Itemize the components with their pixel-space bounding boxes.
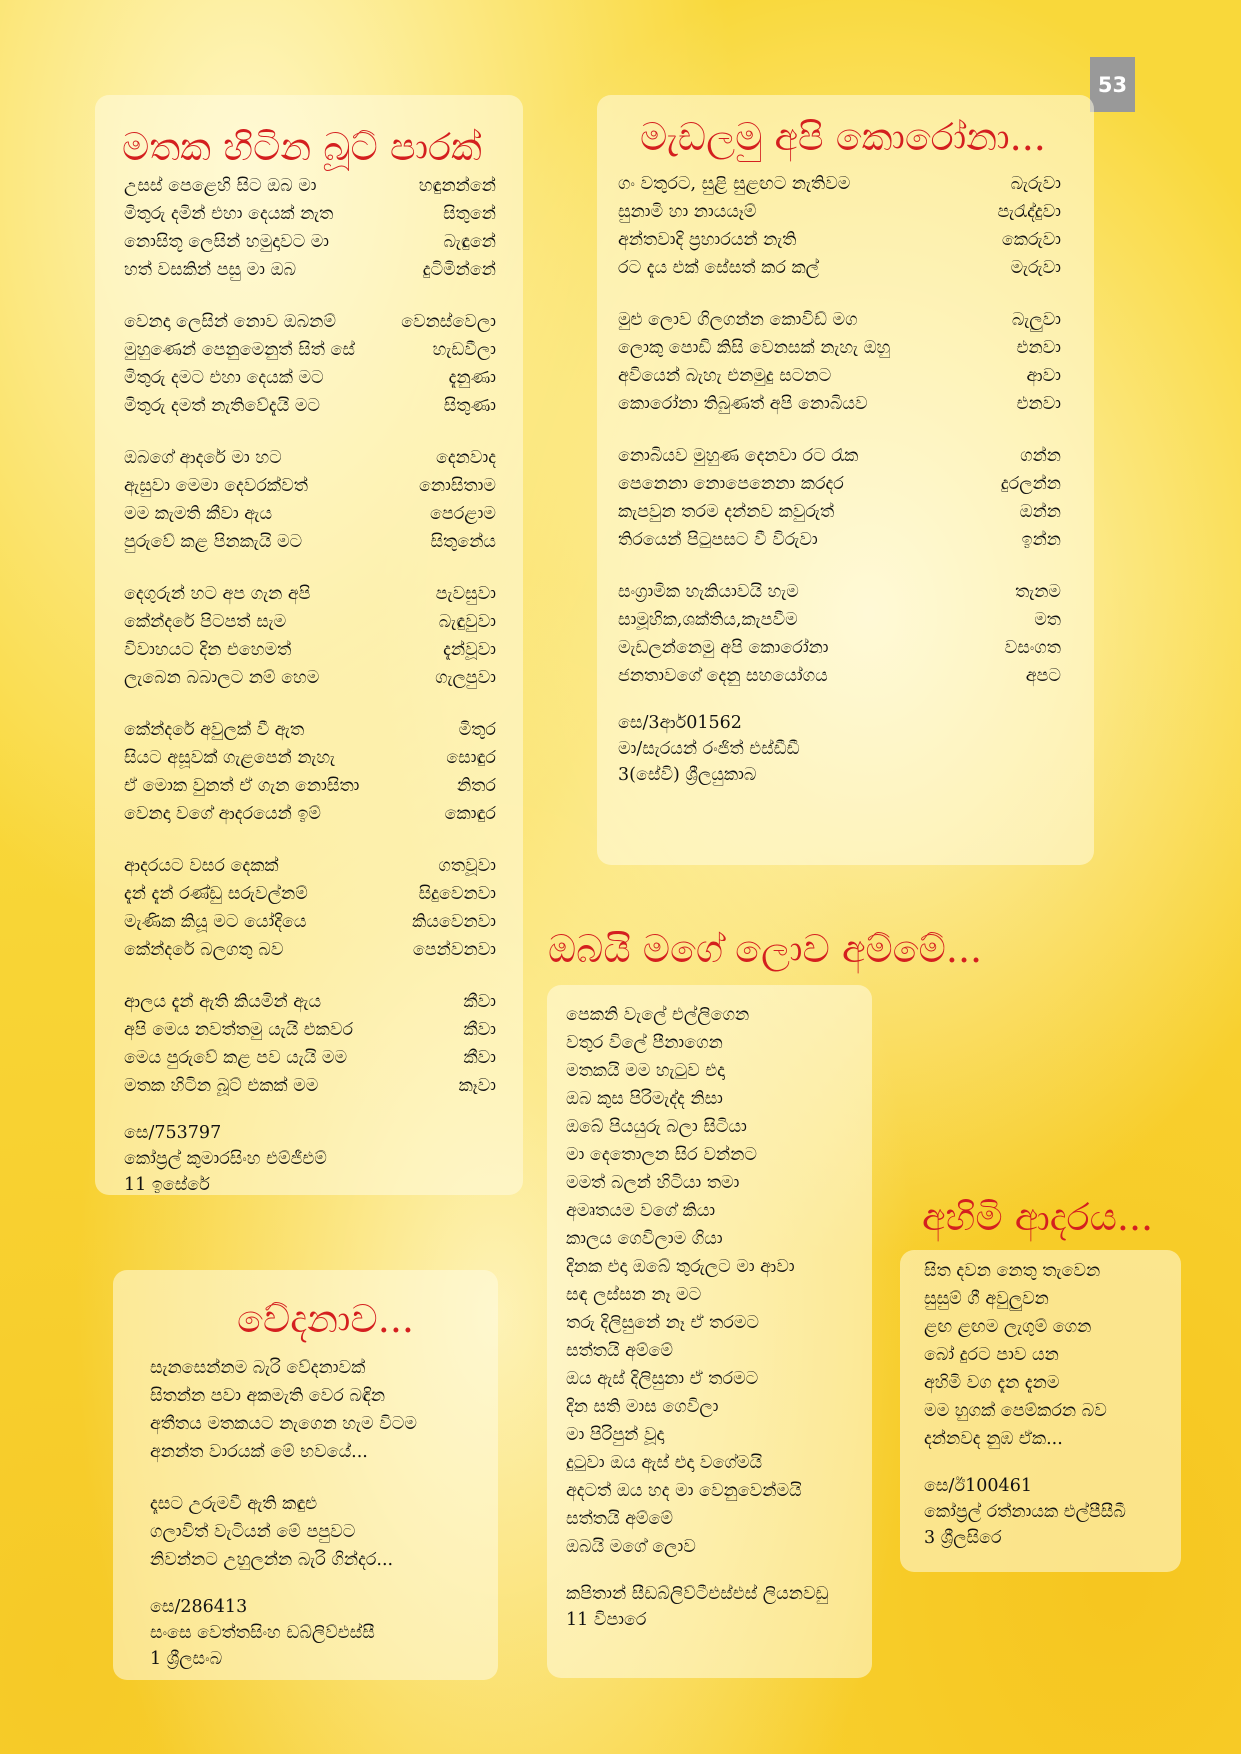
poem-line [124, 336, 496, 364]
line-text: සාමූහික,ශක්තිය,කැපවීම [618, 610, 798, 630]
poem-line [124, 392, 496, 420]
line-text: මිතුරු දමට එහා දෙයක් මට [124, 368, 324, 388]
line-text: බෝ දුරට පාව යන [924, 1345, 1059, 1365]
line-text: පෙනෙනා නොපෙනෙනා කරදර [618, 474, 844, 494]
line-rhyme: කොඳුර [444, 804, 496, 824]
stanza-gap [150, 1466, 490, 1490]
line-text: ලැබෙන බබාලට නම් හෙම [124, 668, 320, 688]
poem-line [618, 334, 1061, 362]
line-rhyme: පැවසුවා [435, 584, 496, 604]
poem-line [924, 1397, 1174, 1425]
line-text: මුළු ලොව ගිලගන්න කොවිඩ් මග [618, 310, 858, 330]
line-text: සුසුම් ගී අවුලුවන [924, 1289, 1049, 1309]
line-text: වෙනදා වගේ ආදරයෙන් ඉම් [124, 804, 321, 824]
credit-line: සංසෙ වෙත්තසිංහ ඩබ්ලිව්එස්සී [150, 1623, 375, 1643]
poem-line [124, 364, 496, 392]
poem-body-5 [924, 1257, 1174, 1551]
credit-line: කපිතාන් සීඩබ්ලිව්ටීඑස්එස් ලියනවඩු [566, 1584, 829, 1604]
poem-line [566, 1533, 866, 1561]
poem-line [618, 606, 1061, 634]
poem-line [618, 362, 1061, 390]
line-text: සුනාමි හා නායයෑම් [618, 202, 757, 222]
poem-line [124, 228, 496, 256]
poem-line [124, 200, 496, 228]
poem-line [618, 662, 1061, 690]
line-rhyme: වෙනස්වෙලා [401, 312, 496, 332]
line-text: ළඟ ළඟම ලැගුම් ගෙන [924, 1317, 1092, 1337]
line-text: අපි මෙය නවත්තමු යැයි එකවර [124, 1020, 354, 1040]
line-rhyme: එනවා [1016, 338, 1061, 358]
line-rhyme: දෙනවාද [435, 448, 496, 468]
line-text: තරු දිලිසුනේ නෑ ඒ තරමට [566, 1313, 760, 1333]
line-text: මා දෙතොලන සිර වන්නට [566, 1145, 757, 1165]
line-rhyme: පෙන්වනවා [412, 940, 496, 960]
line-text: මැණික කියූ මට යෝදියෙ [124, 912, 307, 932]
stanza-gap [618, 282, 1061, 306]
poem-line [618, 254, 1061, 282]
line-rhyme: මත [1034, 610, 1061, 630]
line-text: සඳ ලස්සන නෑ මට [566, 1285, 702, 1305]
line-text: අහිමි වග දැන දැනම [924, 1373, 1060, 1393]
line-text: ජනතාවගේ දෙනු සහයෝගය [618, 666, 828, 686]
poem-line [124, 744, 496, 772]
line-text: මම හුගක් පෙම්කරන බව [924, 1401, 1107, 1421]
poem-line [566, 1001, 866, 1029]
line-rhyme: ගැලපුවා [435, 668, 496, 688]
line-rhyme: දුටිමින්නේ [422, 260, 496, 280]
line-text: ආලය දැන් ඇති කියමින් ඇය [124, 992, 322, 1012]
poem-line [618, 526, 1061, 554]
poem-line [150, 1438, 490, 1466]
poem-line [124, 936, 496, 964]
poem-title-4: වේදනාව... [237, 1297, 414, 1341]
poem-line [124, 908, 496, 936]
poem-title-2: මැඩලමු අපි කොරෝනා... [640, 115, 1046, 159]
line-rhyme: සිතුනේ [443, 204, 496, 224]
poem-line [124, 1044, 496, 1072]
poem-line [618, 578, 1061, 606]
line-rhyme: ඉන්න [1021, 530, 1061, 550]
poem-line [124, 772, 496, 800]
line-text: ඇසුවා මෙමා දෙවරක්වත් [124, 476, 308, 496]
line-text: ඒ මොක වුනත් ඒ ගැන නොසිතා [124, 776, 360, 796]
line-rhyme: මිතුර [458, 720, 496, 740]
poem-line [618, 442, 1061, 470]
line-text: පුරුවේ කළ පිනකැයි මට [124, 532, 303, 552]
line-text: පෙකනි වැලේ එල්ලිගෙන [566, 1005, 750, 1025]
line-rhyme: ගන්න [1020, 446, 1061, 466]
poem-line [124, 988, 496, 1016]
stanza-gap [124, 964, 496, 988]
poem-line [566, 1421, 866, 1449]
line-text: කේන්දරේ පිටපත් සැම [124, 612, 287, 632]
line-text: සිතන්න පවා අකමැති වෙර බඳින [150, 1386, 386, 1406]
poem-line [566, 1253, 866, 1281]
line-rhyme: බැලුවා [1011, 310, 1061, 330]
line-text: මෙය පුරුවේ කළ පව යැයි මම [124, 1048, 348, 1068]
line-rhyme: කීවා [463, 1048, 496, 1068]
line-rhyme: නිතර [457, 776, 496, 796]
line-rhyme: දැන්වූවා [443, 640, 496, 660]
credits [124, 1120, 496, 1198]
stanza-gap [618, 418, 1061, 442]
line-rhyme: සොඳුර [446, 748, 496, 768]
poem-line [124, 472, 496, 500]
credit-line: කෝප්‍රල් රත්නායක එල්පීසීබී [924, 1502, 1126, 1522]
line-text: රට දැය එක් සේසත් කර කල් [618, 258, 820, 278]
poem-body-3 [566, 1001, 866, 1633]
poem-line [566, 1505, 866, 1533]
line-text: නොසිතූ ලෙසින් හමුදාවට මා [124, 232, 330, 252]
poem-body-1 [124, 172, 496, 1198]
poem-line [150, 1410, 490, 1438]
poem-line [566, 1281, 866, 1309]
poem-line [150, 1354, 490, 1382]
line-text: සත්තයි අම්මේ [566, 1341, 674, 1361]
poem-line [124, 664, 496, 692]
line-text: අදටත් ඔය හද මා වෙනුවෙන්මයි [566, 1481, 802, 1501]
line-rhyme: බැඳුවුවා [438, 612, 496, 632]
line-text: ඔබගේ ආදරේ මා හට [124, 448, 282, 468]
poem-line [124, 1072, 496, 1100]
poem-line [618, 306, 1061, 334]
credit-line: 1 ශ්‍රීලසංබ [150, 1649, 223, 1669]
credit-line: 3 ශ්‍රීලසිරෙ [924, 1528, 1002, 1548]
poem-line [618, 470, 1061, 498]
line-text: ඔබේ පියයුරු බලා සිටියා [566, 1117, 747, 1137]
line-rhyme: හඳුනන්නේ [418, 176, 496, 196]
credit-line: 3(සේවි) ශ්‍රීලයුකාබ [618, 765, 757, 785]
line-text: ගං වතුරට, සුළි සුළඟට නැතිවම [618, 174, 851, 194]
credits [924, 1473, 1174, 1551]
line-rhyme: අපට [1025, 666, 1061, 686]
line-rhyme: කියවෙනවා [412, 912, 496, 932]
poem-line [566, 1365, 866, 1393]
line-text: තිරයෙන් පිටුපසට වී විරුවා [618, 530, 818, 550]
line-text: මම කැමති කීවා ඇය [124, 504, 273, 524]
line-text: කැපවුන තරම දන්නව කවුරුත් [618, 502, 835, 522]
line-text: මිතුරු දමත් නැතිවේදැයි මට [124, 396, 320, 416]
credit-line: 11 විපාරෙ [566, 1610, 647, 1630]
line-text: සත්තයි අම්මේ [566, 1509, 674, 1529]
line-text: මා පිරිපුන් වූදා [566, 1425, 665, 1445]
line-text: අවියෙන් බැහැ එනමුදු සටනට [618, 366, 832, 386]
line-text: දුටුවා ඔය ඇස් එදා වගේමයි [566, 1453, 763, 1473]
line-text: වතුර විලේ පීනාගෙන [566, 1033, 723, 1053]
credit-line: 11 ඉසේරේ [124, 1175, 210, 1195]
line-rhyme: ඔන්න [1019, 502, 1061, 522]
poem-line [618, 226, 1061, 254]
line-rhyme: වසංගත [1004, 638, 1061, 658]
credit-line: සෙ/ඊ100461 [924, 1476, 1032, 1496]
poem-line [124, 880, 496, 908]
poem-line [924, 1341, 1174, 1369]
poem-line [124, 636, 496, 664]
poem-line [618, 634, 1061, 662]
line-text: අතීතය මතකයට නැගෙන හැම විටම [150, 1414, 417, 1434]
poem-line [566, 1169, 866, 1197]
line-text: සංග්‍රාමික හැකියාවයි හැම [618, 582, 799, 602]
line-rhyme: බැඳුනේ [443, 232, 496, 252]
poem-line [924, 1313, 1174, 1341]
line-text: කාලය ගෙවිලාම ගියා [566, 1229, 723, 1249]
line-rhyme: පැරැද්දුවා [997, 202, 1061, 222]
line-rhyme: කෑවා [458, 1076, 496, 1096]
poem-line [124, 852, 496, 880]
line-rhyme: පෙරළාම [429, 504, 496, 524]
line-text: අන්තවාදි ප්‍රහාරයන් නැති [618, 230, 797, 250]
poem-line [566, 1057, 866, 1085]
poem-line [124, 580, 496, 608]
poem-line [566, 1449, 866, 1477]
line-text: දැන් දැන් රණ්ඩු සරුවල්නම් [124, 884, 308, 904]
line-text: සැනසෙන්නම බැරි වේදනාවක් [150, 1358, 366, 1378]
poem-line [924, 1257, 1174, 1285]
poem-line [150, 1546, 490, 1574]
poem-title-3: ඔබයි මගේ ලොව අම්මේ... [548, 927, 983, 971]
line-text: මතක හිටින බූට් එකක් මම [124, 1076, 319, 1096]
poem-line [124, 500, 496, 528]
stanza-gap [618, 554, 1061, 578]
poem-line [618, 170, 1061, 198]
line-rhyme: කෙරුවා [1001, 230, 1061, 250]
poem-line [618, 390, 1061, 418]
poem-line [124, 172, 496, 200]
poem-line [150, 1490, 490, 1518]
line-rhyme: එනවා [1016, 394, 1061, 414]
line-text: ඔබ කුස පිරිමැද්ද නිසා [566, 1089, 723, 1109]
line-rhyme: ගතවූවා [438, 856, 496, 876]
poem-line [124, 256, 496, 284]
credits [618, 710, 1061, 788]
poem-line [566, 1085, 866, 1113]
line-text: මුහුණෙන් පෙනුමෙනුත් සිත් සේ [124, 340, 356, 360]
line-text: මිතුරු දමින් එහා දෙයක් නැත [124, 204, 334, 224]
line-text: විවාහයට දින එහෙමත් [124, 640, 292, 660]
line-text: සිත දවන නෙතු තැවෙන [924, 1261, 1101, 1281]
poem-line [566, 1141, 866, 1169]
poem-line [124, 608, 496, 636]
credit-line: සෙ/753797 [124, 1123, 222, 1143]
line-rhyme: බැරුවා [1010, 174, 1061, 194]
poem-line [566, 1309, 866, 1337]
poem-line [566, 1113, 866, 1141]
line-rhyme: මැරුවා [1010, 258, 1061, 278]
line-text: අනන්ත වාරයක් මේ භවයේ... [150, 1442, 368, 1462]
poem-line [124, 1016, 496, 1044]
credits [566, 1581, 866, 1633]
stanza-gap [124, 284, 496, 308]
poem-line [124, 528, 496, 556]
poem-line [566, 1337, 866, 1365]
poem-line [924, 1425, 1174, 1453]
line-rhyme: සිතුණා [443, 396, 496, 416]
line-text: ඔබයි මගේ ලොව [566, 1537, 696, 1557]
line-text: කේන්දරේ අවුලක් වී ඇත [124, 720, 305, 740]
line-text: ඔය ඇස් දිලිසුනා ඒ තරමට [566, 1369, 759, 1389]
credit-line: සෙ/3ආර්01562 [618, 713, 742, 733]
line-text: දන්නවද නුඹ ඒක... [924, 1429, 1063, 1449]
line-text: උසස් පෙළෙහි සිට ඔබ මා [124, 176, 317, 196]
poem-line [124, 800, 496, 828]
poem-line [566, 1477, 866, 1505]
poem-title-5: අහිමි ආදරය... [922, 1195, 1154, 1239]
poem-line [566, 1029, 866, 1057]
poem-line [924, 1369, 1174, 1397]
line-rhyme: සිදුවෙනවා [418, 884, 496, 904]
line-text: කේන්දරේ බලගතු බව [124, 940, 284, 960]
credits [150, 1594, 490, 1672]
poem-line [924, 1285, 1174, 1313]
line-text: දෙගුරුන් හට අප ගැන අපි [124, 584, 311, 604]
stanza-gap [124, 692, 496, 716]
line-text: මැඩලන්නෙමු අපි කොරෝනා [618, 638, 829, 658]
line-text: නිවන්නට උහුලන්න බැරි ගින්දර... [150, 1550, 394, 1570]
line-text: ගලාවිත් වැටියන් මේ පපුවට [150, 1522, 356, 1542]
credit-line: සෙ/286413 [150, 1597, 248, 1617]
poem-line [124, 308, 496, 336]
line-text: ආදරයට වසර දෙකක් [124, 856, 279, 876]
poem-line [566, 1225, 866, 1253]
line-rhyme: දුරලන්න [1000, 474, 1061, 494]
line-text: කොරෝනා තිබුණත් අපි නොබියව [618, 394, 868, 414]
stanza-gap [124, 420, 496, 444]
credit-line: කෝප්‍රල් කුමාරසිංහ එම්ජීඑම් [124, 1149, 327, 1169]
poem-line [124, 444, 496, 472]
poem-body-2 [618, 170, 1061, 788]
line-text: මතකයි මම හැටුව එදා [566, 1061, 725, 1081]
line-text: ලොකු පොඩි කිසි වෙනසක් නැහැ ඔහු [618, 338, 891, 358]
poem-line [618, 498, 1061, 526]
page-number: 53 [1090, 57, 1135, 112]
poem-title-1: මතක හිටින බූට් පාරක් [122, 125, 482, 169]
poem-line [124, 716, 496, 744]
stanza-gap [124, 556, 496, 580]
line-text: දින සති මාස ගෙවිලා [566, 1397, 719, 1417]
line-rhyme: කීවා [463, 992, 496, 1012]
line-rhyme: දැනුණා [448, 368, 496, 388]
line-text: දිනක එදා ඔබේ තුරුලට මා ආවා [566, 1257, 795, 1277]
line-text: අමෘතයම වගේ කියා [566, 1201, 716, 1221]
poem-line [150, 1518, 490, 1546]
line-text: නොබියව මුහුණ දෙනවා රට රැක [618, 446, 859, 466]
poem-body-4 [150, 1354, 490, 1672]
line-rhyme: කීවා [463, 1020, 496, 1040]
poem-line [566, 1197, 866, 1225]
line-text: මමත් බලන් හිටියා තමා [566, 1173, 740, 1193]
line-rhyme: ආවා [1026, 366, 1061, 386]
line-text: දෑසට උරුමවී ඇති කඳුළු [150, 1494, 318, 1514]
stanza-gap [124, 828, 496, 852]
line-text: සියට අසූවක් ගැළපෙන් නැහැ [124, 748, 336, 768]
credit-line: මා/සැරයන් රංජිත් එස්ඩීඩී [618, 739, 800, 759]
poem-line [618, 198, 1061, 226]
poem-line [150, 1382, 490, 1410]
line-rhyme: නොසිතාම [418, 476, 496, 496]
line-rhyme: සිතුනේය [430, 532, 496, 552]
line-rhyme: හැඩවීලා [432, 340, 496, 360]
line-rhyme: තැනම [1015, 582, 1061, 602]
line-text: වෙනදා ලෙසින් නොව ඔබනම් [124, 312, 336, 332]
poem-line [566, 1393, 866, 1421]
line-text: හත් වසකින් පසු මා ඔබ [124, 260, 297, 280]
